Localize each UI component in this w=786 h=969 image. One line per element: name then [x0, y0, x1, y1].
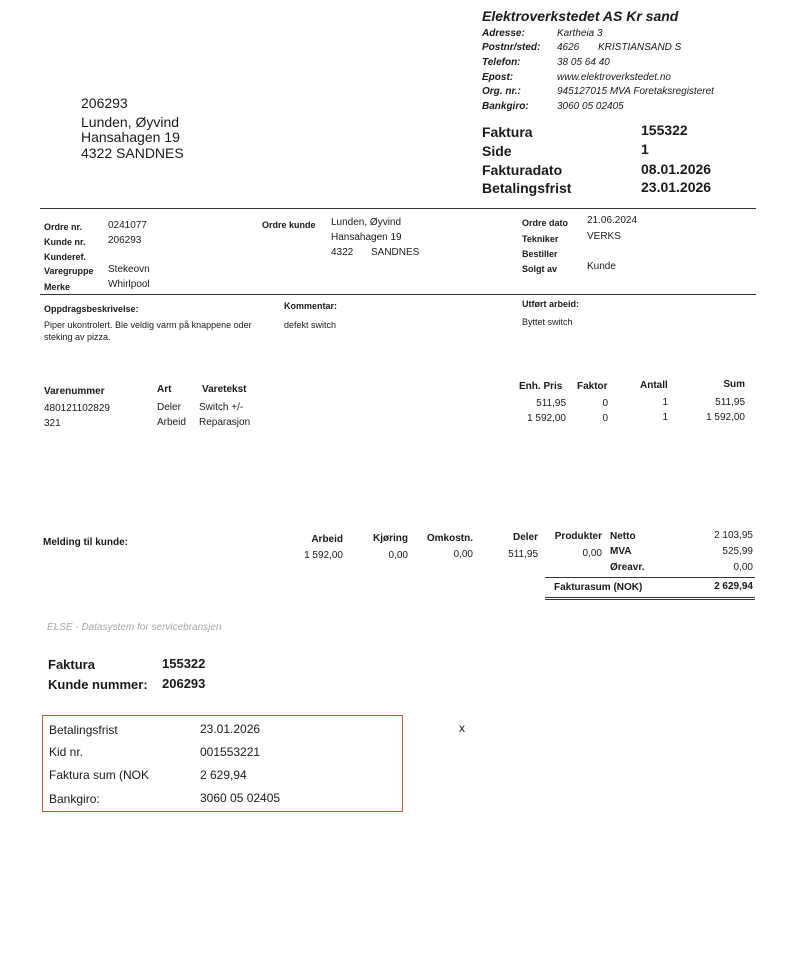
order-customer-nr-value: 206293 [108, 235, 142, 246]
order-nr-label: Ordre nr. [44, 222, 83, 232]
total-produkter-label: Produkter [554, 531, 602, 542]
row-art: Deler [157, 402, 181, 413]
invoice-date-label: Fakturadato [482, 162, 563, 178]
total-omkostn-label: Omkostn. [426, 533, 473, 544]
order-customer-zip: 4322 [331, 247, 354, 258]
total-produkter-value: 0,00 [582, 548, 602, 559]
row-varetekst: Switch +/- [199, 402, 244, 413]
col-header-antall: Antall [640, 380, 668, 391]
row-faktor: 0 [602, 398, 608, 409]
assignment-desc-line1: Piper ukontrolert. Ble veldig varm på knappene oder [44, 320, 252, 330]
order-product-group-label: Varegruppe [44, 266, 94, 276]
row-sum: 1 592,00 [706, 412, 745, 423]
col-header-varenummer: Varenummer [44, 386, 105, 397]
recipient-name: Lunden, Øyvind [81, 114, 180, 130]
recipient-city: 4322 SANDNES [81, 145, 184, 161]
total-kjoring-label: Kjøring [373, 533, 408, 544]
invoice-number-value: 155322 [641, 122, 688, 138]
order-nr-value: 0241077 [108, 220, 147, 231]
divider-total-top [545, 577, 755, 578]
assignment-desc-line2: steking av pizza. [44, 332, 111, 342]
company-name: Elektroverkstedet AS Kr sand [482, 8, 679, 24]
invoice-date-value: 08.01.2026 [641, 161, 712, 177]
total-omkostn-value: 0,00 [453, 549, 473, 560]
order-product-group-value: Stekeovn [108, 264, 150, 275]
row-varenummer: 480121102829 [44, 403, 110, 414]
payment-due-value: 23.01.2026 [200, 722, 261, 736]
order-sold-by-value: Kunde [587, 261, 616, 272]
assignment-comment-text: defekt switch [284, 320, 337, 330]
row-sum: 511,95 [715, 397, 745, 408]
company-address-label: Adresse: [482, 28, 525, 39]
total-arbeid-value: 1 592,00 [304, 550, 343, 561]
total-kjoring-value: 0,00 [388, 550, 408, 561]
company-address-value: Kartheia 3 [557, 28, 603, 39]
col-header-pris: Enh. Pris [519, 381, 563, 392]
payment-due-label: Betalingsfrist [49, 723, 118, 737]
invoice-page-value: 1 [641, 141, 649, 157]
mark-x: x [459, 721, 465, 735]
order-customer-label: Ordre kunde [262, 220, 316, 230]
summary-oreavr-label: Øreavr. [610, 562, 645, 573]
summary-netto-value: 2 103,95 [714, 530, 753, 541]
recipient-customer-no: 206293 [81, 95, 128, 111]
company-postnr-value: 4626 [557, 42, 580, 53]
row-faktor: 0 [602, 413, 608, 424]
total-arbeid-label: Arbeid [311, 534, 343, 545]
col-header-art: Art [157, 384, 172, 395]
slip-invoice-value: 155322 [162, 656, 206, 671]
col-header-sum: Sum [723, 379, 745, 390]
order-sold-by-label: Solgt av [522, 264, 558, 274]
order-technician-label: Tekniker [522, 234, 559, 244]
message-label: Melding til kunde: [43, 537, 128, 548]
assignment-desc-label: Oppdragsbeskrivelse: [44, 304, 139, 314]
payment-kid-label: Kid nr. [49, 745, 84, 759]
slip-customer-value: 206293 [162, 676, 206, 691]
order-customer-nr-label: Kunde nr. [44, 237, 86, 247]
col-header-varetekst: Varetekst [202, 384, 247, 395]
row-antall: 1 [662, 397, 668, 408]
invoice-total-label: Fakturasum (NOK) [554, 582, 643, 593]
col-header-faktor: Faktor [577, 381, 608, 392]
company-bankgiro-label: Bankgiro: [482, 101, 529, 112]
order-customer-street: Hansahagen 19 [331, 232, 402, 243]
order-date-value: 21.06.2024 [587, 215, 638, 226]
slip-invoice-label: Faktura [48, 657, 95, 672]
row-art: Arbeid [157, 417, 186, 428]
summary-mva-label: MVA [610, 546, 632, 557]
payment-sum-value: 2 629,94 [200, 768, 247, 782]
order-customer-ref-label: Kunderef. [44, 252, 87, 262]
company-postnr-label: Postnr/sted: [482, 42, 541, 53]
row-varenummer: 321 [44, 418, 61, 429]
row-pris: 511,95 [536, 398, 566, 409]
total-deler-label: Deler [512, 532, 538, 543]
invoice-number-label: Faktura [482, 124, 533, 140]
divider-total-bottom [545, 597, 755, 598]
summary-mva-value: 525,99 [722, 546, 753, 557]
row-antall: 1 [662, 412, 668, 423]
payment-bankgiro-label: Bankgiro: [49, 792, 100, 806]
assignment-work-text: Byttet switch [522, 317, 573, 327]
slip-customer-label: Kunde nummer: [48, 677, 148, 692]
recipient-street: Hansahagen 19 [81, 129, 180, 145]
order-technician-value: VERKS [587, 231, 621, 242]
company-phone-value: 38 05 64 40 [557, 57, 610, 68]
company-orgnr-label: Org. nr.: [482, 86, 521, 97]
company-phone-label: Telefon: [482, 57, 521, 68]
company-city-value: KRISTIANSAND S [598, 42, 682, 53]
invoice-due-value: 23.01.2026 [641, 179, 712, 195]
divider-total-double [545, 599, 755, 600]
order-customer-city: SANDNES [371, 247, 420, 258]
company-email-label: Epost: [482, 72, 514, 83]
total-deler-value: 511,95 [508, 549, 538, 560]
invoice-page-label: Side [482, 143, 512, 159]
order-date-label: Ordre dato [522, 218, 569, 228]
payment-sum-label: Faktura sum (NOK [49, 768, 150, 782]
order-brand-label: Merke [44, 282, 71, 292]
payment-bankgiro-value: 3060 05 02405 [200, 791, 281, 805]
system-footer: ELSE - Datasystem for servicebransjen [47, 622, 222, 633]
invoice-due-label: Betalingsfrist [482, 180, 572, 196]
row-varetekst: Reparasjon [199, 417, 251, 428]
summary-netto-label: Netto [610, 531, 636, 542]
row-pris: 1 592,00 [527, 413, 566, 424]
order-brand-value: Whirlpool [108, 279, 150, 290]
order-customer-name: Lunden, Øyvind [331, 217, 402, 228]
payment-kid-value: 001553221 [200, 745, 261, 759]
divider-header [40, 208, 756, 209]
invoice-total-value: 2 629,94 [714, 581, 753, 592]
summary-oreavr-value: 0,00 [733, 562, 753, 573]
company-bankgiro-value: 3060 05 02405 [557, 101, 624, 112]
company-email-value: www.elektroverkstedet.no [557, 72, 671, 83]
divider-order [40, 294, 756, 295]
assignment-work-label: Utført arbeid: [522, 299, 579, 309]
assignment-comment-label: Kommentar: [284, 301, 338, 311]
order-orderer-label: Bestiller [522, 249, 558, 259]
company-orgnr-value: 945127015 MVA Foretaksregisteret [557, 86, 714, 97]
